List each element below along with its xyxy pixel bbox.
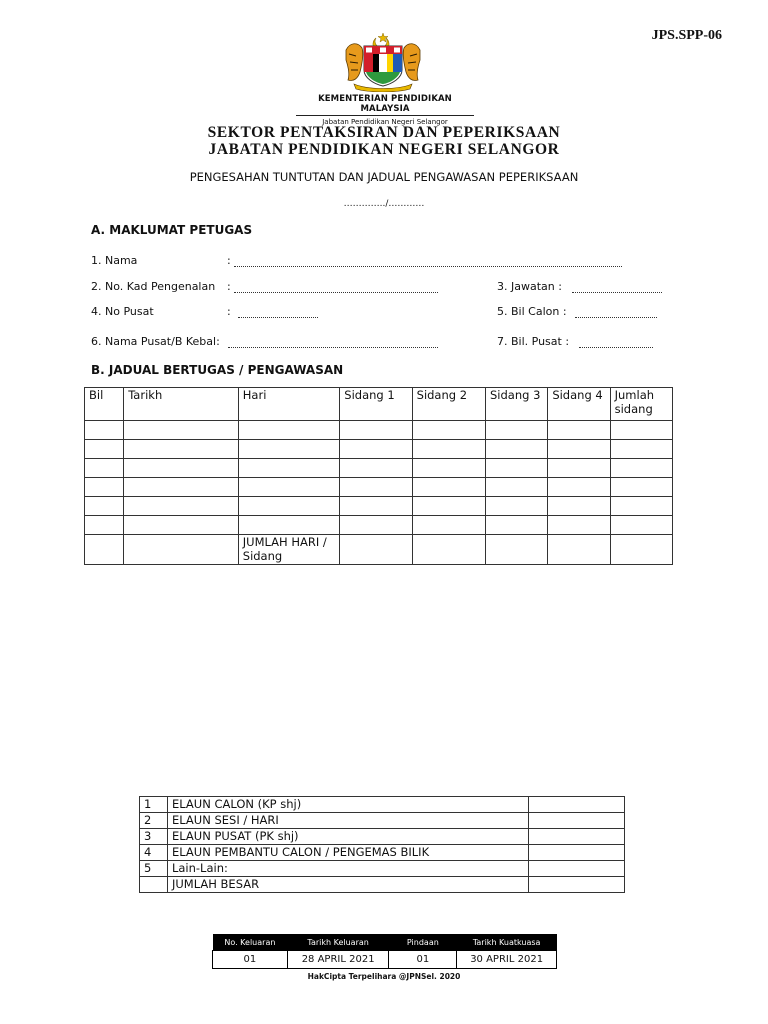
field-jawatan-input[interactable] — [572, 283, 662, 293]
field-kad-input[interactable] — [234, 283, 438, 293]
table-row[interactable] — [85, 497, 673, 516]
revision-header-cell: Tarikh Keluaran — [287, 934, 389, 951]
col-header-sidang-1: Sidang 1 — [340, 388, 412, 421]
col-header-tarikh: Tarikh — [124, 388, 239, 421]
revision-header-cell: Pindaan — [389, 934, 457, 951]
allowance-label: ELAUN PEMBANTU CALON / PENGEMAS BILIK — [167, 845, 528, 861]
reference-number: …………../………… — [343, 199, 425, 209]
allowance-total-row[interactable] — [140, 877, 625, 893]
table-row[interactable] — [85, 440, 673, 459]
field-bil-calon-label: 5. Bil Calon : — [497, 305, 567, 318]
title-line-2: JABATAN PENDIDIKAN NEGERI SELANGOR — [208, 141, 560, 158]
document-code: JPS.SPP-06 — [651, 28, 722, 43]
revision-header-cell: Tarikh Kuatkuasa — [457, 934, 557, 951]
allowance-amount-cell[interactable] — [529, 877, 625, 893]
allowance-number: 2 — [140, 813, 168, 829]
field-bil-calon-input[interactable] — [575, 308, 657, 318]
revision-values-row — [213, 951, 557, 969]
ministry-block — [296, 94, 474, 126]
allowance-label: Lain-Lain: — [167, 861, 528, 877]
revision-value-cell: 01 — [389, 951, 457, 969]
allowance-label: ELAUN CALON (KP shj) — [167, 797, 528, 813]
allowance-label: ELAUN PUSAT (PK shj) — [167, 829, 528, 845]
allowance-number — [140, 877, 168, 893]
allowance-table — [139, 796, 625, 893]
field-nama-pusat-input[interactable] — [228, 338, 438, 348]
revision-value-cell: 01 — [213, 951, 288, 969]
allowance-row[interactable] — [140, 829, 625, 845]
allowance-row[interactable] — [140, 861, 625, 877]
field-jawatan-label: 3. Jawatan : — [497, 280, 562, 293]
field-nama-input[interactable] — [234, 257, 622, 267]
table-row[interactable] — [85, 421, 673, 440]
field-bil-pusat-input[interactable] — [579, 338, 653, 348]
allowance-number: 3 — [140, 829, 168, 845]
allowance-number: 5 — [140, 861, 168, 877]
revision-header-cell: No. Keluaran — [213, 934, 288, 951]
table-row[interactable] — [85, 478, 673, 497]
revision-value-cell: 28 APRIL 2021 — [287, 951, 389, 969]
section-b-heading: B. JADUAL BERTUGAS / PENGAWASAN — [91, 363, 344, 377]
table-row[interactable] — [85, 459, 673, 478]
revision-value-cell: 30 APRIL 2021 — [457, 951, 557, 969]
col-header-jumlah-sidang: Jumlah sidang — [610, 388, 672, 421]
allowance-number: 4 — [140, 845, 168, 861]
allowance-label: ELAUN SESI / HARI — [167, 813, 528, 829]
col-header-sidang-2: Sidang 2 — [412, 388, 485, 421]
total-hari-sidang-label: JUMLAH HARI / Sidang — [238, 535, 340, 565]
field-pusat-input[interactable] — [238, 308, 318, 318]
department-name: Jabatan Pendidikan Negeri Selangor — [322, 118, 448, 126]
field-nama-label: 1. Nama — [91, 254, 138, 267]
col-header-sidang-3: Sidang 3 — [486, 388, 548, 421]
allowance-amount-cell[interactable] — [529, 813, 625, 829]
duty-schedule-table — [84, 387, 673, 565]
field-nama-colon: : — [227, 254, 231, 267]
table-total-row[interactable] — [85, 535, 673, 565]
table-header-row — [85, 388, 673, 421]
allowance-label: JUMLAH BESAR — [167, 877, 528, 893]
col-header-sidang-4: Sidang 4 — [548, 388, 610, 421]
field-nama-pusat-label: 6. Nama Pusat/B Kebal: — [91, 335, 220, 348]
col-header-hari: Hari — [238, 388, 340, 421]
field-kad-colon: : — [227, 280, 231, 293]
allowance-row[interactable] — [140, 813, 625, 829]
ministry-name: KEMENTERIAN PENDIDIKAN MALAYSIA — [296, 94, 474, 116]
allowance-row[interactable] — [140, 845, 625, 861]
copyright-notice: HakCipta Terpelihara @JPNSel. 2020 — [307, 972, 461, 981]
table-row[interactable] — [85, 516, 673, 535]
field-kad-label: 2. No. Kad Pengenalan — [91, 280, 216, 293]
revision-header-row — [213, 934, 557, 951]
allowance-number: 1 — [140, 797, 168, 813]
title-line-1: SEKTOR PENTAKSIRAN DAN PEPERIKSAAN — [207, 124, 561, 141]
field-bil-pusat-label: 7. Bil. Pusat : — [497, 335, 570, 348]
allowance-amount-cell[interactable] — [529, 829, 625, 845]
allowance-amount-cell[interactable] — [529, 797, 625, 813]
section-a-heading: A. MAKLUMAT PETUGAS — [91, 223, 253, 237]
field-pusat-label: 4. No Pusat — [91, 305, 154, 318]
malaysia-coat-of-arms-logo — [340, 30, 426, 92]
field-pusat-colon: : — [227, 305, 231, 318]
allowance-row[interactable] — [140, 797, 625, 813]
form-subtitle: PENGESAHAN TUNTUTAN DAN JADUAL PENGAWASAN PEPERIKSAAN — [189, 170, 579, 184]
allowance-amount-cell[interactable] — [529, 861, 625, 877]
revision-table — [212, 934, 557, 969]
allowance-amount-cell[interactable] — [529, 845, 625, 861]
col-header-bil: Bil — [85, 388, 124, 421]
